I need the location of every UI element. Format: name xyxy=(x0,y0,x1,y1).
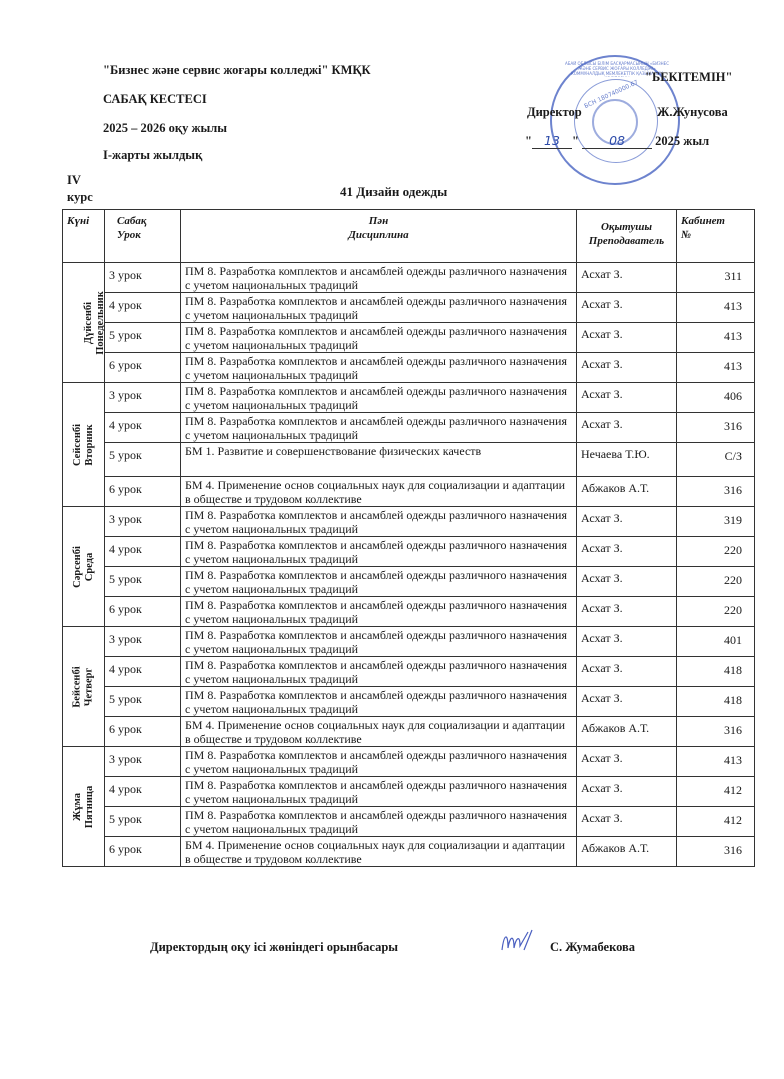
day-name-kz: Бейсенбі xyxy=(71,665,83,708)
subject-cell: БМ 4. Применение основ социальных наук для социализации и адаптации в обществе и трудовом коллективе xyxy=(181,477,577,507)
lesson-cell: 3 урок xyxy=(105,263,181,293)
room-cell: 316 xyxy=(677,837,755,867)
header-teacher-kz: Оқытушы xyxy=(600,221,653,233)
teacher-cell: Асхат З. xyxy=(577,597,677,627)
room-cell: 413 xyxy=(677,323,755,353)
course-label: курс xyxy=(67,190,93,204)
day-cell xyxy=(63,627,105,747)
director-label: Директор xyxy=(527,105,582,119)
academic-year: 2025 – 2026 оқу жылы xyxy=(103,121,228,135)
table-row xyxy=(63,323,755,353)
room-cell: 406 xyxy=(677,383,755,413)
room-cell: 316 xyxy=(677,477,755,507)
approval-day: 13 xyxy=(532,133,572,149)
header-teacher-ru: Преподаватель xyxy=(588,235,665,247)
stamp-bin: БСН 180740000.67 xyxy=(583,78,640,111)
lesson-cell: 6 урок xyxy=(105,597,181,627)
lesson-cell: 4 урок xyxy=(105,293,181,323)
header-lesson-ru: Урок xyxy=(117,229,141,241)
day-name-ru: Четверг xyxy=(83,667,95,706)
day-name-kz: Сәрсенбі xyxy=(71,545,83,588)
half-year: І-жарты жылдық xyxy=(103,148,203,162)
lesson-cell: 5 урок xyxy=(105,443,181,477)
table-row xyxy=(63,507,755,537)
subject-cell: ПМ 8. Разработка комплектов и ансамблей одежды различного назначения с учетом национальных традиций xyxy=(181,687,577,717)
room-cell: 418 xyxy=(677,687,755,717)
subject-cell: ПМ 8. Разработка комплектов и ансамблей одежды различного назначения с учетом национальных традиций xyxy=(181,567,577,597)
lesson-cell: 4 урок xyxy=(105,413,181,443)
room-cell: 319 xyxy=(677,507,755,537)
college-name: "Бизнес және сервис жоғары колледжі" КМҚК xyxy=(103,63,371,77)
lesson-cell: 4 урок xyxy=(105,537,181,567)
day-label xyxy=(72,546,96,588)
table-row xyxy=(63,717,755,747)
room-cell: 316 xyxy=(677,413,755,443)
teacher-cell: Асхат З. xyxy=(577,413,677,443)
lesson-cell: 3 урок xyxy=(105,627,181,657)
subject-cell: ПМ 8. Разработка комплектов и ансамблей одежды различного назначения с учетом национальных традиций xyxy=(181,807,577,837)
subject-cell: БМ 4. Применение основ социальных наук для социализации и адаптации в обществе и трудовом коллективе xyxy=(181,837,577,867)
teacher-cell: Асхат З. xyxy=(577,627,677,657)
table-row xyxy=(63,477,755,507)
room-cell: С/З xyxy=(677,443,755,477)
room-cell: 220 xyxy=(677,597,755,627)
lesson-cell: 5 урок xyxy=(105,567,181,597)
stamp-ring-text: АБАЙ ОБЛЫСЫ БІЛІМ БАСҚАРМАСЫНЫҢ «БИЗНЕС ЖӘНЕ СЕРВИС ЖОҒАРЫ КОЛЛЕДЖІ» КОММУНАЛДЫҚ МЕМЛЕКЕТТІК ҚАЗЫНАЛЫҚ xyxy=(564,61,669,76)
room-cell: 220 xyxy=(677,537,755,567)
teacher-cell: Асхат З. xyxy=(577,657,677,687)
subject-cell: ПМ 8. Разработка комплектов и ансамблей одежды различного назначения с учетом национальных традиций xyxy=(181,323,577,353)
room-cell: 413 xyxy=(677,747,755,777)
teacher-cell: Асхат З. xyxy=(577,507,677,537)
director-name: Ж.Жунусова xyxy=(657,105,728,119)
subject-cell: ПМ 8. Разработка комплектов и ансамблей одежды различного назначения с учетом национальных традиций xyxy=(181,597,577,627)
day-cell xyxy=(63,263,105,383)
approval-year: 2025 жыл xyxy=(655,134,710,148)
lesson-cell: 5 урок xyxy=(105,687,181,717)
teacher-cell: Асхат З. xyxy=(577,383,677,413)
teacher-cell: Асхат З. xyxy=(577,537,677,567)
table-row xyxy=(63,747,755,777)
teacher-cell: Асхат З. xyxy=(577,747,677,777)
approval-month: 08 xyxy=(582,133,652,149)
table-row xyxy=(63,263,755,293)
table-row xyxy=(63,537,755,567)
room-cell: 316 xyxy=(677,717,755,747)
day-name-kz: Дүйсенбі xyxy=(82,301,94,344)
room-cell: 413 xyxy=(677,353,755,383)
lesson-cell: 3 урок xyxy=(105,507,181,537)
day-name-ru: Пятница xyxy=(84,785,96,828)
deputy-name: С. Жумабекова xyxy=(550,940,636,954)
deputy-title: Директордың оқу ісі жөніндегі орынбасары xyxy=(150,940,399,954)
day-name-ru: Понедельник xyxy=(94,290,106,355)
teacher-cell: Асхат З. xyxy=(577,263,677,293)
header-day: Күні xyxy=(63,210,105,263)
lesson-cell: 6 урок xyxy=(105,353,181,383)
room-cell: 418 xyxy=(677,657,755,687)
header-lesson xyxy=(105,210,181,263)
teacher-cell: Абжаков А.Т. xyxy=(577,477,677,507)
table-header-row xyxy=(63,210,755,263)
day-name-kz: Жұма xyxy=(72,792,84,821)
teacher-cell: Асхат З. xyxy=(577,567,677,597)
teacher-cell: Асхат З. xyxy=(577,807,677,837)
lesson-cell: 5 урок xyxy=(105,323,181,353)
subject-cell: ПМ 8. Разработка комплектов и ансамблей одежды различного назначения с учетом национальных традиций xyxy=(181,353,577,383)
table-row xyxy=(63,837,755,867)
lesson-cell: 6 урок xyxy=(105,477,181,507)
lesson-cell: 6 урок xyxy=(105,717,181,747)
table-row xyxy=(63,657,755,687)
subject-cell: ПМ 8. Разработка комплектов и ансамблей одежды различного назначения с учетом национальных традиций xyxy=(181,747,577,777)
lesson-cell: 3 урок xyxy=(105,747,181,777)
subject-cell: ПМ 8. Разработка комплектов и ансамблей одежды различного назначения с учетом национальных традиций xyxy=(181,293,577,323)
header-lesson-kz: Сабақ xyxy=(117,215,147,227)
subject-cell: БМ 1. Развитие и совершенствование физических качеств xyxy=(181,443,577,477)
room-cell: 412 xyxy=(677,807,755,837)
subject-cell: ПМ 8. Разработка комплектов и ансамблей одежды различного назначения с учетом национальных традиций xyxy=(181,657,577,687)
group-name: 41 Дизайн одежды xyxy=(340,184,448,199)
document-title: САБАҚ КЕСТЕСІ xyxy=(103,92,207,106)
teacher-cell: Асхат З. xyxy=(577,687,677,717)
teacher-cell: Асхат З. xyxy=(577,353,677,383)
table-row xyxy=(63,383,755,413)
day-label xyxy=(83,291,107,355)
header-room-label: Кабинет xyxy=(681,215,725,227)
lesson-cell: 4 урок xyxy=(105,777,181,807)
teacher-cell: Абжаков А.Т. xyxy=(577,837,677,867)
table-row xyxy=(63,627,755,657)
lesson-cell: 6 урок xyxy=(105,837,181,867)
room-cell: 413 xyxy=(677,293,755,323)
day-name-kz: Сейсенбі xyxy=(72,423,84,466)
teacher-cell: Асхат З. xyxy=(577,323,677,353)
table-row xyxy=(63,443,755,477)
table-row xyxy=(63,353,755,383)
lesson-cell: 4 урок xyxy=(105,657,181,687)
teacher-cell: Асхат З. xyxy=(577,777,677,807)
room-cell: 220 xyxy=(677,567,755,597)
room-cell: 401 xyxy=(677,627,755,657)
day-label xyxy=(72,423,96,465)
day-label xyxy=(72,785,96,827)
header-room-no: № xyxy=(681,229,692,241)
day-name-ru: Вторник xyxy=(84,423,96,466)
subject-cell: ПМ 8. Разработка комплектов и ансамблей одежды различного назначения с учетом национальных традиций xyxy=(181,507,577,537)
lesson-cell: 3 урок xyxy=(105,383,181,413)
teacher-cell: Асхат З. xyxy=(577,293,677,323)
header-subject xyxy=(181,210,577,263)
day-cell xyxy=(63,383,105,507)
table-row xyxy=(63,807,755,837)
subject-cell: ПМ 8. Разработка комплектов и ансамблей одежды различного назначения с учетом национальных традиций xyxy=(181,383,577,413)
table-row xyxy=(63,413,755,443)
approval-date: " 13 " 08 2025 жыл xyxy=(525,133,710,148)
table-row xyxy=(63,567,755,597)
lesson-cell: 5 урок xyxy=(105,807,181,837)
day-cell xyxy=(63,507,105,627)
approval-heading: "БЕКІТЕМІН" xyxy=(645,70,733,84)
day-cell xyxy=(63,747,105,867)
room-cell: 311 xyxy=(677,263,755,293)
subject-cell: ПМ 8. Разработка комплектов и ансамблей одежды различного назначения с учетом национальных традиций xyxy=(181,413,577,443)
header-subject-ru: Дисциплина xyxy=(348,229,409,241)
teacher-cell: Нечаева Т.Ю. xyxy=(577,443,677,477)
subject-cell: БМ 4. Применение основ социальных наук для социализации и адаптации в обществе и трудовом коллективе xyxy=(181,717,577,747)
teacher-cell: Абжаков А.Т. xyxy=(577,717,677,747)
header-room xyxy=(677,210,755,263)
course xyxy=(67,172,93,206)
signature-icon xyxy=(498,928,538,956)
room-cell: 412 xyxy=(677,777,755,807)
table-row xyxy=(63,687,755,717)
day-name-ru: Среда xyxy=(83,552,95,581)
subject-cell: ПМ 8. Разработка комплектов и ансамблей одежды различного назначения с учетом национальных традиций xyxy=(181,537,577,567)
table-row xyxy=(63,597,755,627)
day-label xyxy=(72,666,96,707)
table-row xyxy=(63,777,755,807)
table-row xyxy=(63,293,755,323)
subject-cell: ПМ 8. Разработка комплектов и ансамблей одежды различного назначения с учетом национальных традиций xyxy=(181,777,577,807)
subject-cell: ПМ 8. Разработка комплектов и ансамблей одежды различного назначения с учетом национальных традиций xyxy=(181,627,577,657)
subject-cell: ПМ 8. Разработка комплектов и ансамблей одежды различного назначения с учетом национальных традиций xyxy=(181,263,577,293)
schedule-table xyxy=(62,209,755,867)
course-number: IV xyxy=(67,173,81,187)
header-teacher xyxy=(577,210,677,263)
header-subject-kz: Пән xyxy=(368,215,389,227)
